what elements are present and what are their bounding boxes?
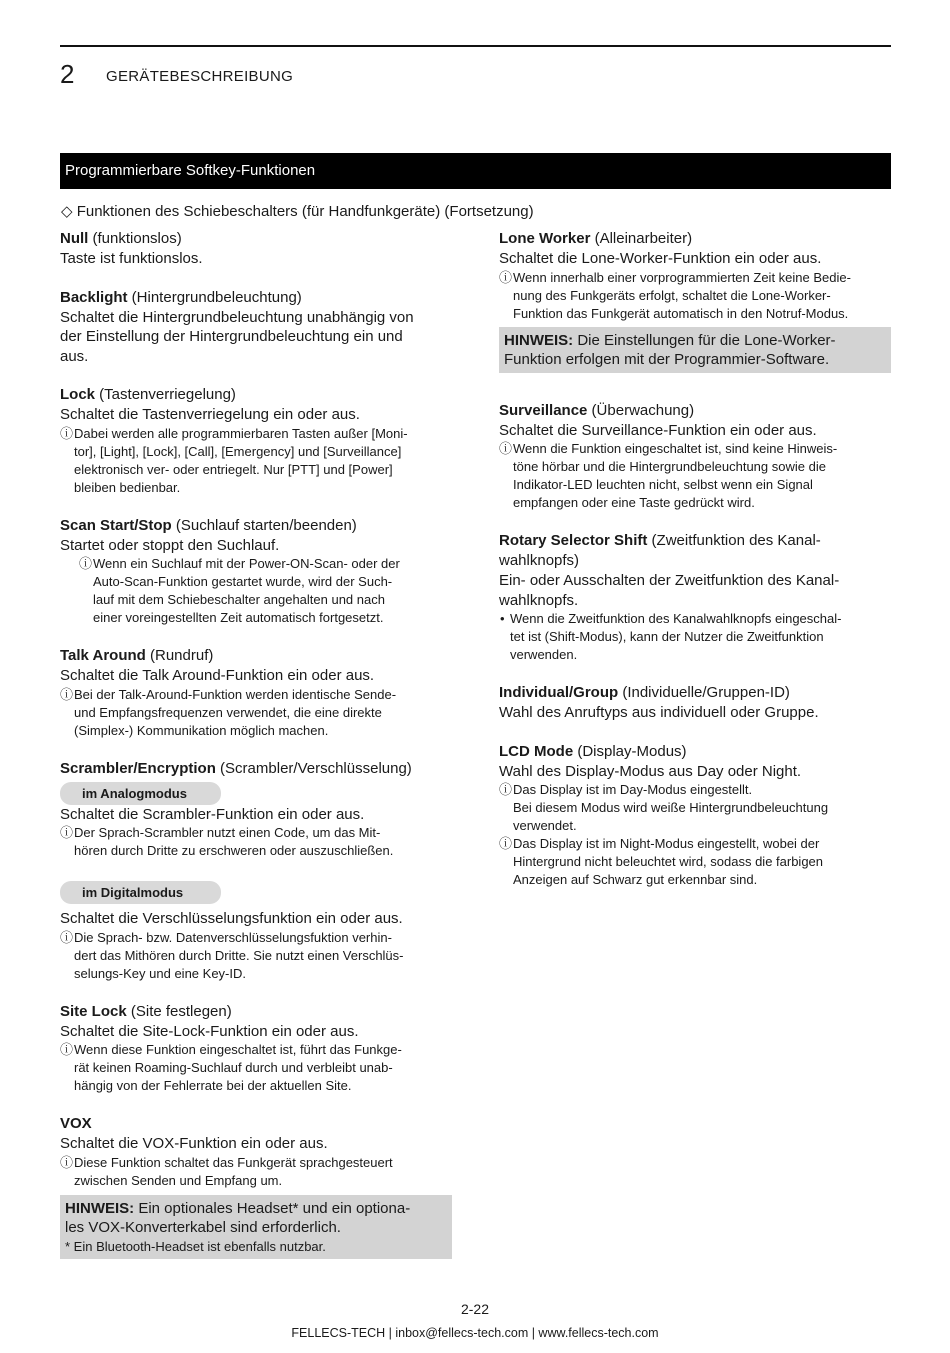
entry-note: ⓘ Wenn ein Suchlauf mit der Power-ON-Scan- oder der Auto-Scan-Funktion gestartet wurde, wird der Such- lauf mit dem Schiebeschalter angehalten und nach einer voreingestellten Zeit automatisch fortgesetzt. xyxy=(79,556,400,625)
entry-desc: Wahl des Anruftyps aus individuell oder Gruppe. xyxy=(499,704,819,721)
entry-null xyxy=(60,229,452,269)
bullet-marker: • xyxy=(500,611,505,626)
entry-note: ⓘ Dabei werden alle programmierbaren Tasten außer [Moni- tor], [Light], [Lock], [Call], [Emergency] und [Surveillance] elektronisch ver- oder entriegelt. Nur [PTT] und [Power] bleiben bedienbar. xyxy=(60,425,408,495)
analog-mode-pill: im Analogmodus xyxy=(60,782,221,805)
entry-lone-worker xyxy=(499,229,891,373)
entry-desc: Schaltet die Surveillance-Funktion ein oder aus. xyxy=(499,421,817,439)
entry-desc: Schaltet die Scrambler-Funktion ein oder aus. xyxy=(60,805,365,823)
entry-desc: Schaltet die Hintergrundbeleuchtung unabhängig von der Einstellung der Hintergrundbeleuchtung ein und aus. xyxy=(60,308,414,365)
info-icon: ⓘ xyxy=(60,929,74,945)
entry-note: ⓘ Wenn innerhalb einer vorprogrammierten Zeit keine Bedie- nung des Funkgeräts erfolgt, schaltet die Lone-Worker- Funktion das Funkgerät automatisch in den Notruf-Modus. xyxy=(499,269,851,321)
entry-vox xyxy=(60,1114,452,1259)
hint-box: HINWEIS: Die Einstellungen für die Lone-Worker- Funktion erfolgen mit der Programmier-Software. xyxy=(499,327,891,373)
digital-mode-pill: im Digitalmodus xyxy=(60,881,221,904)
entry-paren: (Überwachung) xyxy=(587,401,695,419)
entry-name: Surveillance xyxy=(499,401,588,419)
entry-note: ⓘ Das Display ist im Night-Modus eingestellt, wobei der Hintergrund nicht beleuchtet wird, sodass die farbigen Anzeigen auf Schwarz gut erkennbar sind. xyxy=(499,836,824,887)
entry-desc: Taste ist funktionslos. xyxy=(60,250,203,267)
entry-lock xyxy=(60,385,452,497)
right-column xyxy=(499,229,891,889)
entry-desc: Startet oder stoppt den Suchlauf. xyxy=(60,536,280,554)
entry-name: Scan Start/Stop xyxy=(60,516,172,534)
entry-desc: Schaltet die Site-Lock-Funktion ein oder aus. xyxy=(60,1022,359,1040)
info-icon: ⓘ xyxy=(499,441,513,456)
entry-note: ⓘ Der Sprach-Scrambler nutzt einen Code, um das Mit- hören durch Dritte zu erschweren oder auszuschließen. xyxy=(60,825,394,858)
hint-box: HINWEIS: Ein optionales Headset* und ein optiona- les VOX-Konverterkabel sind erforderlich. * Ein Bluetooth-Headset ist ebenfalls nutzbar. xyxy=(60,1195,452,1259)
hint-footnote: * Ein Bluetooth-Headset ist ebenfalls nutzbar. xyxy=(65,1238,326,1254)
entry-scan xyxy=(60,516,452,628)
left-column xyxy=(60,229,452,1259)
entry-name: Lone Worker xyxy=(499,230,591,247)
info-icon: ⓘ xyxy=(60,825,74,840)
entry-name: Lock xyxy=(60,386,96,403)
entry-name: Backlight xyxy=(60,288,128,306)
entry-desc: Schaltet die Lone-Worker-Funktion ein oder aus. xyxy=(499,250,822,267)
entry-desc: Schaltet die VOX-Funktion ein oder aus. xyxy=(60,1135,328,1152)
entry-name: Null xyxy=(60,230,89,247)
entry-paren: (Individuelle/Gruppen-ID) xyxy=(618,684,790,701)
info-icon: ⓘ xyxy=(79,556,93,571)
entry-note: ⓘ Die Sprach- bzw. Datenverschlüsselungsfuktion verhin- dert das Mithören durch Dritte. Sie nutzt einen Verschlüs- selungs-Key und eine Key-ID. xyxy=(60,929,404,981)
entry-note: ⓘ Das Display ist im Day-Modus eingestellt. Bei diesem Modus wird weiße Hintergrundbeleuchtung verwendet. xyxy=(499,782,829,833)
chapter-title: GERÄTEBESCHREIBUNG xyxy=(106,68,294,85)
entry-note: ⓘ Diese Funktion schaltet das Funkgerät sprachgesteuert zwischen Senden und Empfang um. xyxy=(60,1154,393,1188)
info-icon: ⓘ xyxy=(60,425,74,441)
entry-paren: (funktionslos) xyxy=(88,230,182,247)
info-icon: ⓘ xyxy=(60,1042,74,1057)
entry-paren: (Site festlegen) xyxy=(126,1002,232,1020)
info-icon: ⓘ xyxy=(60,686,74,702)
entry-rotary-selector-shift: Rotary Selector Shift (Zweitfunktion des Kanal- wahlknopfs) Ein- oder Ausschalten der Zweitfunktion des Kanal- wahlknopfs. • Wenn die Zweitfunktion des Kanalwahlknopfs eingeschal- tet ist (Shift-Modus), kann der Nutzer die Zweitfunktion verwenden. xyxy=(499,531,891,664)
entry-paren: (Tastenverriegelung) xyxy=(95,386,236,403)
entry-name: Scrambler/Encryption xyxy=(60,759,216,777)
footer-contact: FELLECS-TECH | inbox@fellecs-tech.com | www.fellecs-tech.com xyxy=(291,1326,659,1340)
entry-desc: Ein- oder Ausschalten der Zweitfunktion des Kanal- wahlknopfs. xyxy=(499,572,840,609)
entry-desc: Schaltet die Tastenverriegelung ein oder aus. xyxy=(60,406,360,423)
entry-site-lock xyxy=(60,1002,452,1096)
entry-paren: (Hintergrundbeleuchtung) xyxy=(127,288,302,306)
info-icon: ⓘ xyxy=(60,1154,74,1170)
entry-talk-around xyxy=(60,646,452,740)
entry-desc: Schaltet die Verschlüsselungsfunktion ein oder aus. xyxy=(60,910,403,927)
info-icon: ⓘ xyxy=(499,836,513,851)
entry-bullet: • Wenn die Zweitfunktion des Kanalwahlknopfs eingeschal- tet ist (Shift-Modus), kann der Nutzer die Zweitfunktion verwenden. xyxy=(500,611,842,662)
entry-paren: (Suchlauf starten/beenden) xyxy=(171,516,357,534)
entry-name: Site Lock xyxy=(60,1002,127,1020)
page-number: 2-22 xyxy=(460,1301,490,1317)
subheading: ◇ Funktionen des Schiebeschalters (für Handfunkgeräte) (Fortsetzung) xyxy=(61,203,534,220)
entry-lcd-mode xyxy=(499,742,891,890)
chapter-number: 2 xyxy=(60,59,75,89)
entry-paren: (Display-Modus) xyxy=(573,742,687,760)
entry-name: VOX xyxy=(60,1115,92,1132)
entry-name: Individual/Group xyxy=(499,684,619,701)
header-rule xyxy=(60,45,891,47)
info-icon: ⓘ xyxy=(499,782,513,797)
entry-surveillance xyxy=(499,401,891,513)
entry-note: ⓘ Bei der Talk-Around-Funktion werden identische Sende- und Empfangsfrequenzen verwendet, die eine direkte (Simplex-) Kommunikation möglich machen. xyxy=(60,686,397,738)
entry-name: LCD Mode xyxy=(499,742,574,760)
entry-individual-group xyxy=(499,683,891,723)
entry-desc: Wahl des Display-Modus aus Day oder Night. xyxy=(499,762,802,780)
entry-note: ⓘ Wenn diese Funktion eingeschaltet ist, führt das Funkge- rät keinen Roaming-Suchlauf durch und verbleibt unab- hängig von der Fehlerrate bei der aktuellen Site. xyxy=(60,1042,402,1093)
section-bar: Programmierbare Softkey-Funktionen xyxy=(60,153,891,189)
entry-paren: (Rundruf) xyxy=(145,647,214,664)
hint-label: HINWEIS: xyxy=(504,331,574,349)
entry-name: Talk Around xyxy=(60,647,146,664)
entry-name: Rotary Selector Shift xyxy=(499,532,648,549)
entry-backlight xyxy=(60,288,452,367)
entry-note: ⓘ Wenn die Funktion eingeschaltet ist, sind keine Hinweis- töne hörbar und die Hintergrundbeleuchtung sowie die Indikator-LED leuchten nicht, selbst wenn ein Signal empfangen oder eine Taste gedrückt wird. xyxy=(499,441,838,510)
entry-paren: (Scrambler/Verschlüsselung) xyxy=(215,759,412,777)
entry-scrambler xyxy=(60,759,452,983)
info-icon: ⓘ xyxy=(499,269,513,285)
hint-label: HINWEIS: xyxy=(65,1199,135,1217)
entry-desc: Schaltet die Talk Around-Funktion ein oder aus. xyxy=(60,667,375,684)
entry-paren: (Alleinarbeiter) xyxy=(590,230,693,247)
